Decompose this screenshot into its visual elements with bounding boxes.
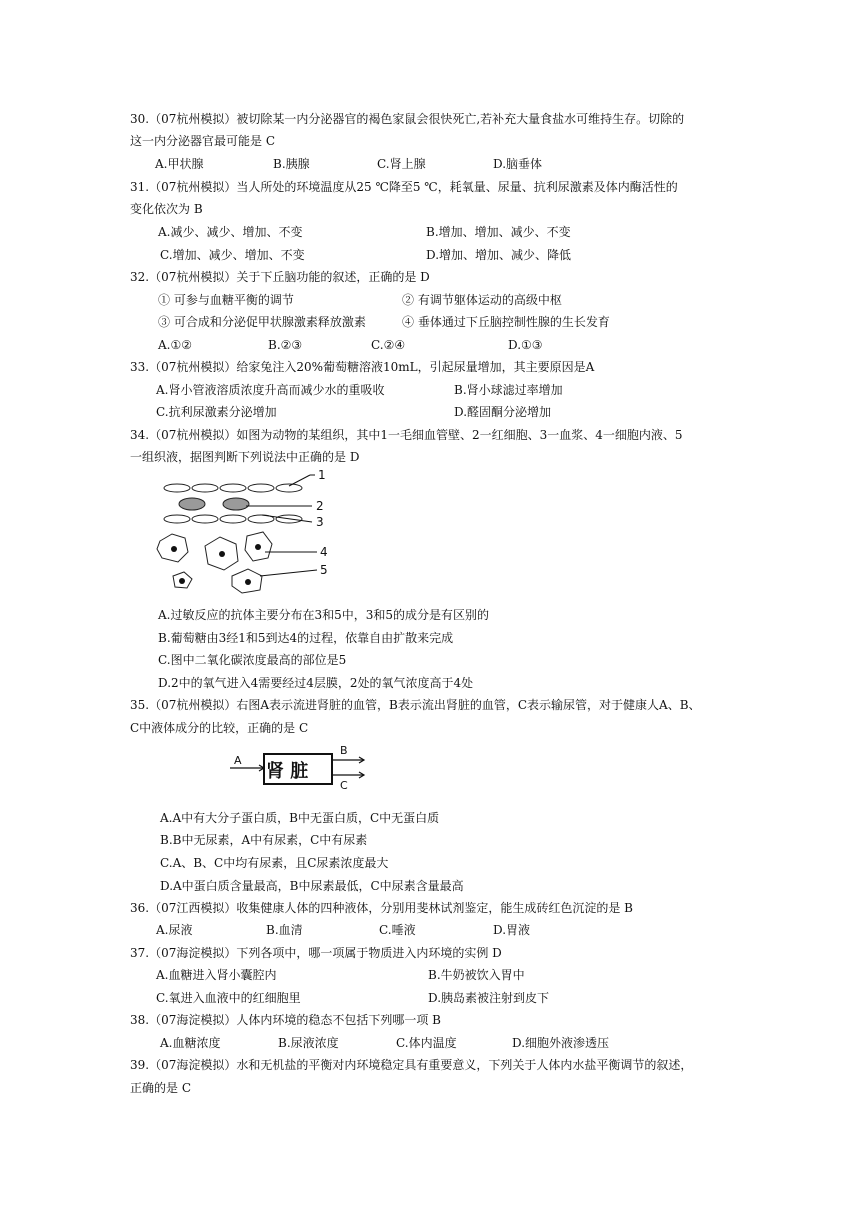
- figure-label-3: 3: [316, 515, 324, 529]
- figure-label-5: 5: [320, 563, 328, 577]
- q34-stem-line2: 一组织液，据图判断下列说法中正确的是 D: [130, 450, 360, 464]
- q33-option-b: B.肾小球滤过率增加: [454, 383, 563, 397]
- kidney-box-label: 肾 脏: [266, 761, 309, 782]
- q38-option-d: D.细胞外液渗透压: [512, 1036, 610, 1050]
- vessel-label-b: B: [340, 744, 348, 757]
- cell-nucleus: [255, 544, 261, 550]
- q36-stem: 36.（07江西模拟）收集健康人体的四种液体，分别用斐林试剂鉴定，能生成砖红色沉淀的是 B: [130, 901, 633, 915]
- vessel-label-a: A: [234, 754, 242, 767]
- capillary-wall-cell: [192, 484, 218, 492]
- red-blood-cell: [223, 498, 249, 510]
- ureter-label-c: C: [340, 779, 348, 792]
- q35-option-c: C.A、B、C中均有尿素，且C尿素浓度最大: [160, 856, 389, 870]
- q30-option-d: D.脑垂体: [493, 157, 543, 171]
- q30-stem-line1: 30.（07杭州模拟）被切除某一内分泌器官的褐色家鼠会很快死亡,若补充大量食盐水可维持生存。切除的: [130, 112, 685, 126]
- q37-stem: 37.（07海淀模拟）下列各项中，哪一项属于物质进入内环境的实例 D: [130, 946, 502, 960]
- q32-statement-3: ③ 可合成和分泌促甲状腺激素释放激素: [158, 315, 366, 329]
- q37-option-d: D.胰岛素被注射到皮下: [428, 991, 550, 1005]
- q30-option-b: B.胰腺: [273, 157, 310, 171]
- q36-option-b: B.血清: [266, 923, 303, 937]
- q33-option-c: C.抗利尿激素分泌增加: [156, 405, 277, 419]
- figure-label-2: 2: [316, 499, 324, 513]
- q37-option-b: B.牛奶被饮入胃中: [428, 968, 525, 982]
- figure-label-1: 1: [318, 468, 326, 482]
- q32-statement-1: ① 可参与血糖平衡的调节: [158, 293, 294, 307]
- cell-nucleus: [245, 579, 251, 585]
- q32-option-c: C.②④: [371, 338, 406, 352]
- cell-nucleus: [219, 551, 225, 557]
- capillary-wall-cell: [220, 515, 246, 523]
- q34-option-a: A.过敏反应的抗体主要分布在3和5中，3和5的成分是有区别的: [158, 608, 490, 622]
- cell-nucleus: [179, 578, 185, 584]
- q33-option-d: D.醛固酮分泌增加: [454, 405, 552, 419]
- q38-stem: 38.（07海淀模拟）人体内环境的稳态不包括下列哪一项 B: [130, 1013, 441, 1027]
- q32-option-a: A.①②: [158, 338, 192, 352]
- q35-stem-line2: C中液体成分的比较，正确的是 C: [130, 721, 309, 735]
- q32-option-d: D.①③: [508, 338, 543, 352]
- q31-option-d: D.增加、增加、减少、降低: [426, 248, 572, 262]
- q31-option-a: A.减少、减少、增加、不变: [158, 225, 303, 239]
- q30-option-c: C.肾上腺: [377, 157, 426, 171]
- capillary-wall-cell: [248, 484, 274, 492]
- red-blood-cell: [179, 498, 205, 510]
- q33-stem: 33.（07杭州模拟）给家兔注入20%葡萄糖溶液10mL，引起尿量增加，其主要原因是A: [130, 360, 595, 374]
- q39-stem-line1: 39.（07海淀模拟）水和无机盐的平衡对内环境稳定具有重要意义，下列关于人体内水盐平衡调节的叙述，: [130, 1058, 693, 1072]
- q34-stem-line1: 34.（07杭州模拟）如图为动物的某组织，其中1一毛细血管壁、2一红细胞、3一血浆、4一细胞内液、5: [130, 428, 683, 442]
- q37-option-c: C.氧进入血液中的红细胞里: [156, 991, 301, 1005]
- q38-option-a: A.血糖浓度: [160, 1036, 221, 1050]
- figure-label-4: 4: [320, 545, 328, 559]
- q34-option-d: D.2中的氧气进入4需要经过4层膜，2处的氧气浓度高于4处: [158, 676, 474, 690]
- tissue-diagram: [150, 466, 340, 596]
- capillary-wall-cell: [164, 484, 190, 492]
- capillary-wall-cell: [276, 484, 302, 492]
- q34-option-c: C.图中二氧化碳浓度最高的部位是5: [158, 653, 347, 667]
- q38-option-c: C.体内温度: [396, 1036, 457, 1050]
- q31-option-b: B.增加、增加、减少、不变: [426, 225, 571, 239]
- q32-option-b: B.②③: [268, 338, 303, 352]
- capillary-wall-cell: [164, 515, 190, 523]
- q31-option-c: C.增加、减少、增加、不变: [160, 248, 305, 262]
- q30-option-a: A.甲状腺: [155, 157, 204, 171]
- q35-option-b: B.B中无尿素，A中有尿素，C中有尿素: [160, 833, 368, 847]
- q33-option-a: A.肾小管液溶质浓度升高而减少水的重吸收: [156, 383, 385, 397]
- q38-option-b: B.尿液浓度: [278, 1036, 339, 1050]
- q39-stem-line2: 正确的是 C: [130, 1081, 191, 1095]
- q32-statement-4: ④ 垂体通过下丘脑控制性腺的生长发育: [402, 315, 610, 329]
- cell-nucleus: [171, 546, 177, 552]
- kidney-diagram: [228, 740, 378, 792]
- q32-stem: 32.（07杭州模拟）关于下丘脑功能的叙述，正确的是 D: [130, 270, 430, 284]
- q31-stem-line1: 31.（07杭州模拟）当人所处的环境温度从25 ℃降至5 ℃，耗氧量、尿量、抗利尿激素及体内酶活性的: [130, 180, 678, 194]
- capillary-wall-cell: [220, 484, 246, 492]
- capillary-wall-cell: [192, 515, 218, 523]
- q37-option-a: A.血糖进入肾小囊腔内: [156, 968, 277, 982]
- q34-option-b: B.葡萄糖由3经1和5到达4的过程，依靠自由扩散来完成: [158, 631, 454, 645]
- q35-option-d: D.A中蛋白质含量最高，B中尿素最低，C中尿素含量最高: [160, 879, 464, 893]
- q32-statement-2: ② 有调节躯体运动的高级中枢: [402, 293, 562, 307]
- q36-option-c: C.唾液: [379, 923, 416, 937]
- q35-option-a: A.A中有大分子蛋白质，B中无蛋白质，C中无蛋白质: [160, 811, 440, 825]
- q31-stem-line2: 变化依次为 B: [130, 202, 203, 216]
- q36-option-d: D.胃液: [493, 923, 531, 937]
- q36-option-a: A.尿液: [156, 923, 193, 937]
- q35-stem-line1: 35.（07杭州模拟）右图A表示流进肾脏的血管，B表示流出肾脏的血管，C表示输尿管，对于健康人A、B、: [130, 698, 701, 712]
- q30-stem-line2: 这一内分泌器官最可能是 C: [130, 134, 275, 148]
